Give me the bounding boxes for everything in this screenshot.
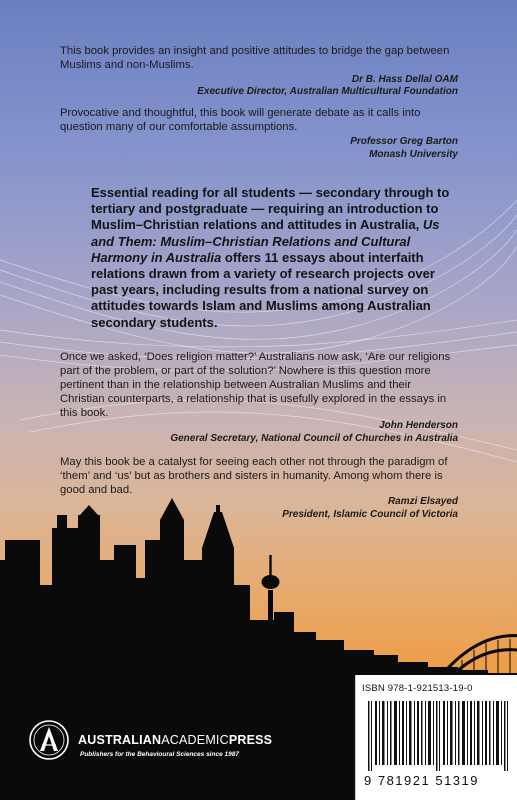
barcode-icon: [366, 701, 511, 771]
endorsement-2-name: Professor Greg Barton: [350, 136, 458, 147]
publisher-name-part3: PRESS: [228, 733, 273, 747]
quote-henderson-text: Once we asked, ‘Does religion matter?’ Australians now ask, ‘Are our religions part of the problem, or part of the solution?’ Nowhere is this question more pertinent than in the relationship between Australian Muslims and their Christian counterparts, a relationship that is usefully explored in the essays in this book.: [60, 351, 451, 419]
feature-blurb-part2: offers 11 essays about interfaith relations drawn from a variety of research projects over past years, including results from a national survey on attitudes towards Islam and Muslims among Australian secondary students.: [91, 249, 435, 330]
publisher-name-part2: ACADEMIC: [161, 733, 229, 747]
quote-henderson-role: General Secretary, National Council of Churches in Australia: [170, 433, 458, 444]
isbn-barcode-box: [355, 675, 517, 800]
isbn-label: ISBN 978-1-921513-19-0: [362, 683, 473, 694]
barcode-number: 9 781921 51319: [364, 773, 479, 788]
quote-elsayed-text: May this book be a catalyst for seeing each other not through the paradigm of ‘them’ and ‘us’ but as brothers and sisters in humanity. Among whom there is good and bad.: [60, 456, 448, 496]
quote-henderson-name: John Henderson: [379, 420, 458, 431]
publisher-name: [78, 733, 272, 747]
endorsement-1-text: This book provides an insight and positive attitudes to bridge the gap between Muslims and non-Muslims.: [60, 45, 450, 71]
endorsement-2-text: Provocative and thoughtful, this book will generate debate as it calls into question many of our comfortable assumptions.: [60, 107, 421, 133]
quote-elsayed-role: President, Islamic Council of Victoria: [282, 509, 458, 520]
book-title-italic: Us and Them: Muslim–Christian Relations and Cultural Harmony in Australia: [91, 217, 440, 265]
endorsement-1-name: Dr B. Hass Dellal OAM: [351, 74, 458, 85]
publisher-tagline: Publishers for the Behavioural Sciences since 1987: [80, 751, 239, 758]
endorsement-2-role: Monash University: [369, 149, 458, 160]
quote-elsayed-name: Ramzi Elsayed: [387, 496, 458, 507]
publisher-logo-icon: [28, 719, 70, 761]
feature-blurb-part1: Essential reading for all students — secondary through to tertiary and postgraduate — requiring an introduction to Muslim–Christian relations and attitudes in Australia,: [91, 185, 450, 233]
publisher-name-part1: AUSTRALIAN: [78, 733, 162, 747]
endorsement-1-role: Executive Director, Australian Multicultural Foundation: [197, 86, 458, 97]
